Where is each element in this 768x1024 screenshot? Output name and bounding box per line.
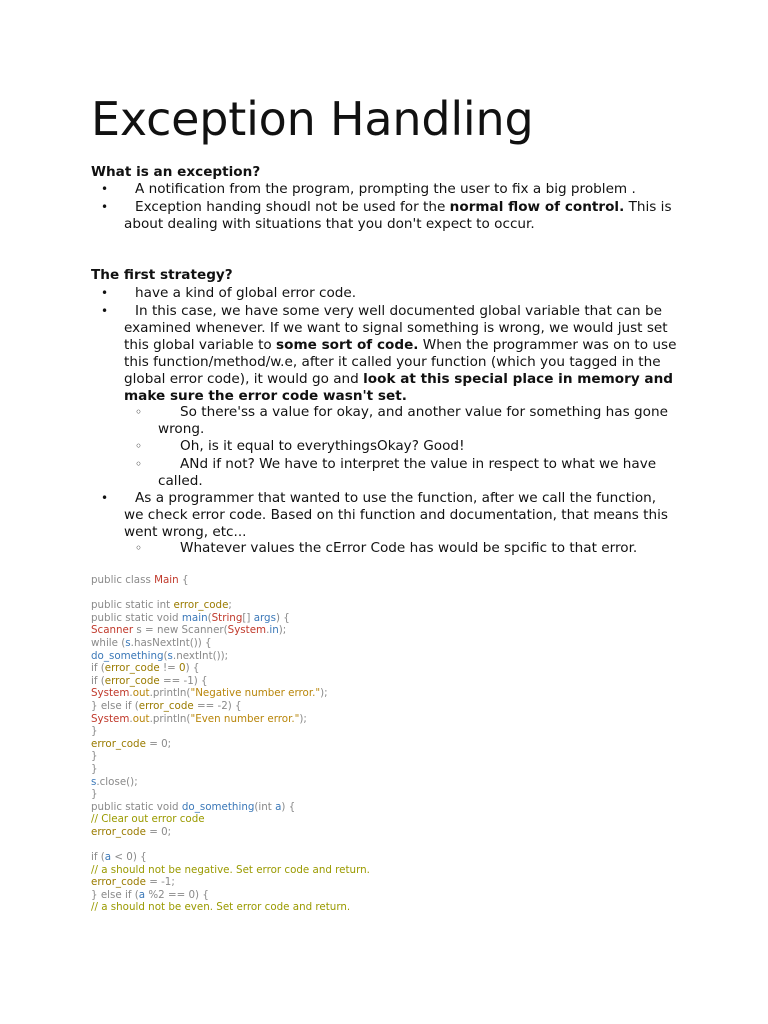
code-line: error_code = 0; (91, 737, 172, 750)
list-item-text: A notification from the program, prompting the user to fix a big problem . (135, 181, 636, 197)
code-line: System.out.println("Negative number error."); (91, 687, 328, 700)
code-line: } (91, 750, 98, 763)
list-item (91, 456, 678, 490)
list-item (91, 490, 679, 541)
code-line: error_code = 0; (91, 825, 172, 838)
code-line: } (91, 788, 98, 801)
bullet-icon: • (101, 200, 109, 214)
code-line: public static int error_code; (91, 599, 232, 612)
list-item-text: As a programmer that wanted to use the function, after we call the function, we check error code. Based on thi function and documentation, that means this went wrong, etc... (124, 490, 668, 540)
list-item (91, 404, 678, 438)
code-line (91, 587, 370, 600)
code-line: } (91, 762, 98, 775)
bullet-icon: • (101, 304, 109, 318)
list-item (91, 438, 678, 455)
sub-bullet-icon: ◦ (135, 405, 143, 419)
bullet-icon: • (101, 491, 109, 505)
code-line: public class Main { (91, 574, 189, 586)
code-line: } (91, 725, 98, 738)
list-item (91, 540, 678, 557)
list-item-text: ANd if not? We have to interpret the value in respect to what we have called. (158, 456, 657, 489)
page-title: Exception Handling (91, 92, 534, 146)
code-line: error_code = -1; (91, 876, 175, 889)
list-item (91, 199, 679, 233)
code-line: if (a < 0) { (91, 851, 147, 864)
code-line: s.close(); (91, 775, 138, 788)
section-heading-strategy: The first strategy? (91, 267, 233, 283)
code-line: } else if (a %2 == 0) { (91, 888, 209, 901)
bullet-icon: • (101, 286, 109, 300)
list-item-text: Oh, is it equal to everythingsOkay? Good! (180, 438, 465, 454)
sub-bullet-icon: ◦ (135, 457, 143, 471)
list-item (91, 285, 679, 302)
code-line: if (error_code == -1) { (91, 674, 208, 687)
code-line: Scanner s = new Scanner(System.in); (91, 624, 287, 637)
list-item-text: have a kind of global error code. (135, 285, 357, 301)
code-line: if (error_code != 0) { (91, 662, 200, 675)
code-line: public static void do_something(int a) { (91, 800, 296, 813)
sub-bullet-icon: ◦ (135, 439, 143, 453)
list-item (91, 303, 679, 405)
code-line: while (s.hasNextInt()) { (91, 636, 212, 649)
code-line: public static void main(String[] args) { (91, 611, 290, 624)
code-line (91, 838, 370, 851)
code-line: // Clear out error code (91, 813, 205, 826)
code-line: System.out.println("Even number error."); (91, 712, 307, 725)
list-item-text: Whatever values the cError Code has would be spcific to that error. (180, 540, 638, 556)
list-item (91, 181, 679, 198)
list-item-text: Exception handing shoudl not be used for the normal flow of control. This is about dealing with situations that you don't expect to occur. (124, 199, 672, 232)
list-item-text: In this case, we have some very well documented global variable that can be examined whenever. If we want to signal something is wrong, we would just set this global variable to some sort of code. When the programmer was on to use this function/method/w.e, after it called your function (which you tagged in the global error code), it would go and look at this special place in memory and make sure the error code wasn't set. (124, 303, 677, 404)
code-block (91, 574, 370, 914)
code-line: do_something(s.nextInt()); (91, 649, 229, 662)
bullet-icon: • (101, 182, 109, 196)
code-line: // a should not be even. Set error code and return. (91, 901, 351, 914)
code-line: // a should not be negative. Set error code and return. (91, 863, 370, 876)
code-line: } else if (error_code == -2) { (91, 699, 242, 712)
list-item-text: So there'ss a value for okay, and another value for something has gone wrong. (158, 404, 668, 437)
section-heading-exception: What is an exception? (91, 164, 261, 180)
sub-bullet-icon: ◦ (135, 541, 143, 555)
